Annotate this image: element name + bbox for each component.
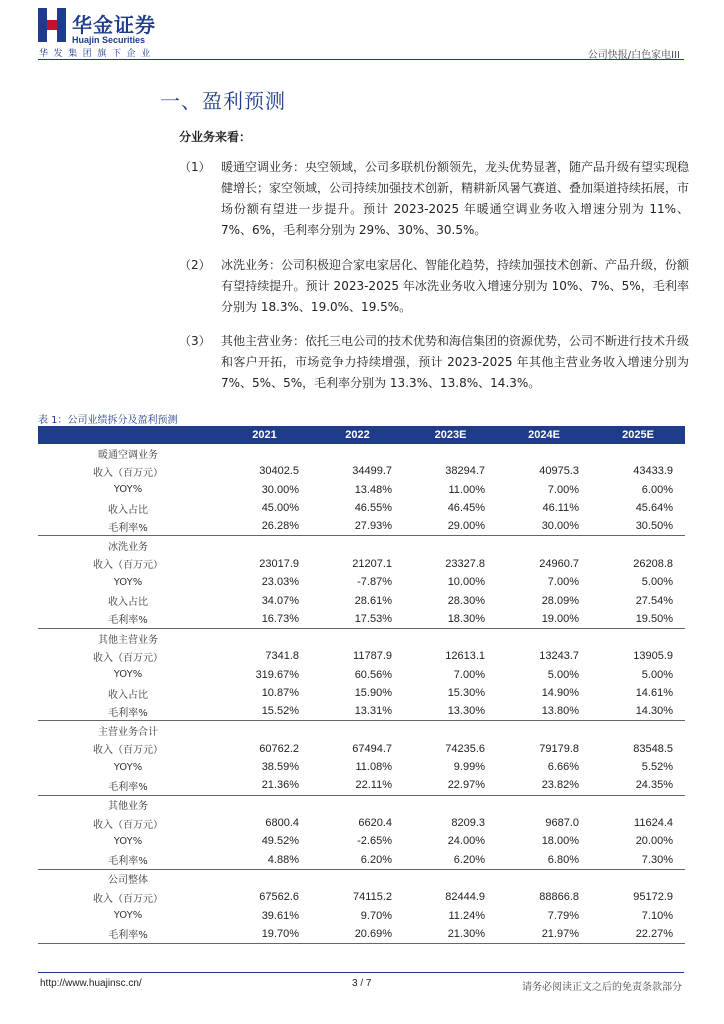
table-cell: 5.52% [641,761,673,774]
table-row [38,684,685,702]
logo-english-name: Huajin Securities [72,35,146,45]
table-cell: 11.00% [448,483,485,496]
table-cell: 6.00% [641,483,673,496]
table-cell: 74235.6 [445,742,485,755]
row-label: YOY% [113,910,143,922]
table-cell: 23017.9 [259,557,299,570]
table-title: 表 1：公司业绩拆分及盈利预测 [38,415,178,426]
row-label: 收入（百万元） [93,819,163,831]
table-cell: 13243.7 [539,650,579,663]
table-cell: 15.52% [218,702,311,721]
table-cell: 38294.7 [445,465,485,478]
table-cell: 6.20% [311,851,404,870]
table-cell: -7.87% [357,576,392,589]
table-cell: 22.27% [591,925,685,944]
table-cell: 30.00% [497,517,591,536]
group-label: 主营业务合计 [98,727,158,739]
table-group-row [38,721,685,740]
table-cell: 13.48% [354,483,392,496]
table-row [38,499,685,517]
logo-chinese-name: 华金证券 [72,13,156,37]
table-row [38,925,685,944]
row-label: 毛利率% [38,776,218,795]
paragraph-other-main [179,331,689,394]
table-cell: 49.52% [261,835,299,848]
column-header: 2021 [218,426,311,444]
group-label: 暖通空调业务 [98,449,158,461]
paragraph-text: 冰洗业务：公司积极迎合家电家居化、智能化趋势，持续加强技术创新、产品升级，份额有望持续提升。预计 2023-2025 年冰洗业务收入增速分别为 10%、7%、5%，毛利率分别为 18.3%、19.0%、19.5%。 [221,258,690,314]
table-cell: 13.31% [311,702,404,721]
table-cell: 15.90% [354,687,392,699]
row-label: YOY% [113,835,143,847]
table-cell: 39.61% [261,909,299,922]
group-label: 其他主营业务 [98,634,158,646]
paragraph-number: （1） [179,160,211,174]
table-cell: 34499.7 [352,465,392,478]
table-row [38,610,685,629]
row-label: 收入占比 [108,597,148,609]
table-cell: 28.09% [541,594,579,607]
row-label: 收入（百万元） [93,652,163,664]
table-cell: 319.67% [255,668,299,681]
table-row [38,832,685,850]
header-divider [38,59,684,60]
table-cell: 5.00% [547,668,579,681]
table-cell: 5.00% [641,576,673,589]
table-cell: 17.53% [311,610,404,629]
table-cell: 21207.1 [352,557,392,570]
table-cell: 26.28% [218,517,311,536]
disclaimer-note: 请务必阅读正文之后的免责条款部分 [522,982,682,993]
table-cell: 9.70% [360,909,392,922]
table-cell: 11.24% [448,909,485,922]
row-label: YOY% [113,669,143,681]
table-cell: 9687.0 [545,817,579,830]
huajin-logo-icon [38,8,66,42]
column-header: 2025E [591,426,685,444]
table-cell: 6620.4 [358,817,392,830]
group-label: 其他业务 [108,801,148,813]
table-cell: 21.36% [218,776,311,795]
table-cell: 7.00% [547,576,579,589]
table-cell: 6.20% [404,851,497,870]
table-cell: 7.00% [547,483,579,496]
table-cell: 30.50% [591,517,685,536]
table-cell: 46.45% [447,502,485,515]
table-row [38,702,685,721]
row-label: 收入占比 [108,689,148,701]
table-row [38,517,685,536]
paragraph-text: 暖通空调业务：央空领域，公司多联机份额领先，龙头优势显著，随产品升级有望实现稳健增长；家空领域，公司持续加强技术创新，精耕新风暑气赛道、叠加渠道持续拓展，市场份额有望进一步提升。预计 2023-2025 年暖通空调业务收入增速分别为 11%、7%、6%，毛利率分别为 29%、30%、30.5%。 [221,160,690,237]
table-cell: 60762.2 [259,742,299,755]
table-cell: 7341.8 [265,650,299,663]
row-label: 收入（百万元） [93,893,163,905]
row-label: 收入（百万元） [93,560,163,572]
table-row [38,555,685,573]
table-cell: 20.00% [635,835,673,848]
table-cell: 4.88% [218,851,311,870]
paragraph-fridge-washer [179,255,689,318]
earnings-forecast-table [38,426,685,944]
table-cell: 13.30% [404,702,497,721]
table-cell: 7.79% [547,909,579,922]
table-cell: 45.64% [635,502,673,515]
row-label: 收入（百万元） [93,467,163,479]
table-cell: 60.56% [354,668,392,681]
report-type: 公司快报/白色家电III [587,50,680,61]
table-row [38,573,685,591]
table-cell: 11.08% [355,761,392,774]
table-row [38,462,685,480]
table-row [38,481,685,499]
table-cell: 82444.9 [445,891,485,904]
table-group-row [38,628,685,647]
table-cell: 11624.4 [634,817,673,830]
table-cell: -2.65% [357,835,392,848]
table-cell: 46.55% [354,502,392,515]
table-cell: 7.00% [453,668,485,681]
table-cell: 14.90% [541,687,579,699]
row-label: 毛利率% [38,610,218,629]
table-cell: 19.70% [218,925,311,944]
table-cell: 28.61% [354,594,392,607]
table-cell: 20.69% [311,925,404,944]
table-cell: 46.11% [542,502,579,515]
table-cell: 6.80% [497,851,591,870]
table-cell: 29.00% [404,517,497,536]
table-cell: 10.87% [261,687,299,699]
table-cell: 95172.9 [633,891,673,904]
table-row [38,851,685,870]
row-label: 毛利率% [38,517,218,536]
group-label: 冰洗业务 [108,542,148,554]
table-cell: 21.97% [497,925,591,944]
table-cell: 7.10% [641,909,673,922]
table-cell: 88866.8 [539,891,579,904]
table-row [38,740,685,758]
table-cell: 10.00% [447,576,485,589]
page-number: 3 / 7 [352,978,372,989]
table-row [38,758,685,776]
table-row [38,666,685,684]
paragraph-hvac [179,157,689,241]
table-cell: 24.35% [591,776,685,795]
table-cell: 18.30% [404,610,497,629]
table-cell: 19.00% [497,610,591,629]
table-row [38,776,685,795]
table-cell: 45.00% [261,502,299,515]
table-cell: 6.66% [547,761,579,774]
table-cell: 13.80% [497,702,591,721]
table-cell: 19.50% [591,610,685,629]
table-cell: 21.30% [404,925,497,944]
row-label: 收入（百万元） [93,745,163,757]
table-cell: 24960.7 [539,557,579,570]
table-cell: 18.00% [541,835,579,848]
column-header: 2022 [311,426,404,444]
company-tagline: 华发集团旗下企业 [39,49,156,59]
table-cell: 16.73% [218,610,311,629]
table-cell: 7.30% [591,851,685,870]
table-cell: 6800.4 [265,817,299,830]
table-cell: 24.00% [447,835,485,848]
table-row [38,888,685,906]
table-cell: 13905.9 [633,650,673,663]
table-row [38,591,685,609]
paragraph-text: 其他主营业务：依托三电公司的技术优势和海信集团的资源优势，公司不断进行技术升级和客户开拓，市场竞争力持续增强，预计 2023-2025 年其他主营业务收入增速分别为 7%、5%、5%，毛利率分别为 13.3%、13.8%、14.3%。 [221,334,690,390]
table-group-row [38,536,685,555]
row-label: 毛利率% [38,925,218,944]
table-cell: 67562.6 [259,891,299,904]
table-cell: 30.00% [261,483,299,496]
paragraph-number: （2） [179,258,211,272]
table-cell: 27.54% [635,594,673,607]
table-cell: 23327.8 [445,557,485,570]
paragraph-number: （3） [179,334,211,348]
table-cell: 34.07% [261,594,299,607]
row-label: YOY% [113,761,143,773]
column-header: 2024E [497,426,591,444]
table-cell: 67494.7 [352,742,392,755]
table-cell: 14.30% [591,702,685,721]
table-cell: 79179.8 [539,742,579,755]
table-cell: 22.11% [311,776,404,795]
table-header-row [38,426,685,444]
table-group-row [38,869,685,888]
row-label: YOY% [113,484,143,496]
table-group-row [38,795,685,814]
column-header [38,426,218,444]
group-label: 公司整体 [108,875,148,887]
table-cell: 22.97% [404,776,497,795]
table-cell: 43433.9 [633,465,673,478]
table-cell: 9.99% [453,761,485,774]
table-cell: 11787.9 [353,650,392,663]
table-cell: 23.82% [497,776,591,795]
row-label: 收入占比 [108,504,148,516]
table-cell: 83548.5 [633,742,673,755]
website-link[interactable]: http://www.huajinsc.cn/ [40,978,142,989]
table-cell: 38.59% [261,761,299,774]
column-header: 2023E [404,426,497,444]
table-cell: 8209.3 [451,817,485,830]
table-cell: 14.61% [635,687,673,699]
section-title: 一、盈利预测 [160,89,286,113]
row-label: 毛利率% [38,702,218,721]
section-subhead: 分业务来看： [179,130,252,144]
row-label: 毛利率% [38,851,218,870]
company-logo [38,8,198,48]
table-cell: 74115.2 [353,891,392,904]
table-group-row [38,444,685,462]
table-cell: 5.00% [641,668,673,681]
table-row [38,647,685,665]
table-row [38,814,685,832]
table-cell: 23.03% [261,576,299,589]
table-cell: 27.93% [311,517,404,536]
table-cell: 28.30% [447,594,485,607]
table-cell: 26208.8 [633,557,673,570]
table-cell: 40975.3 [539,465,579,478]
table-row [38,906,685,924]
table-cell: 15.30% [447,687,485,699]
row-label: YOY% [113,576,143,588]
table-cell: 30402.5 [259,465,299,478]
footer-divider [38,972,684,973]
table-cell: 12613.1 [445,650,485,663]
